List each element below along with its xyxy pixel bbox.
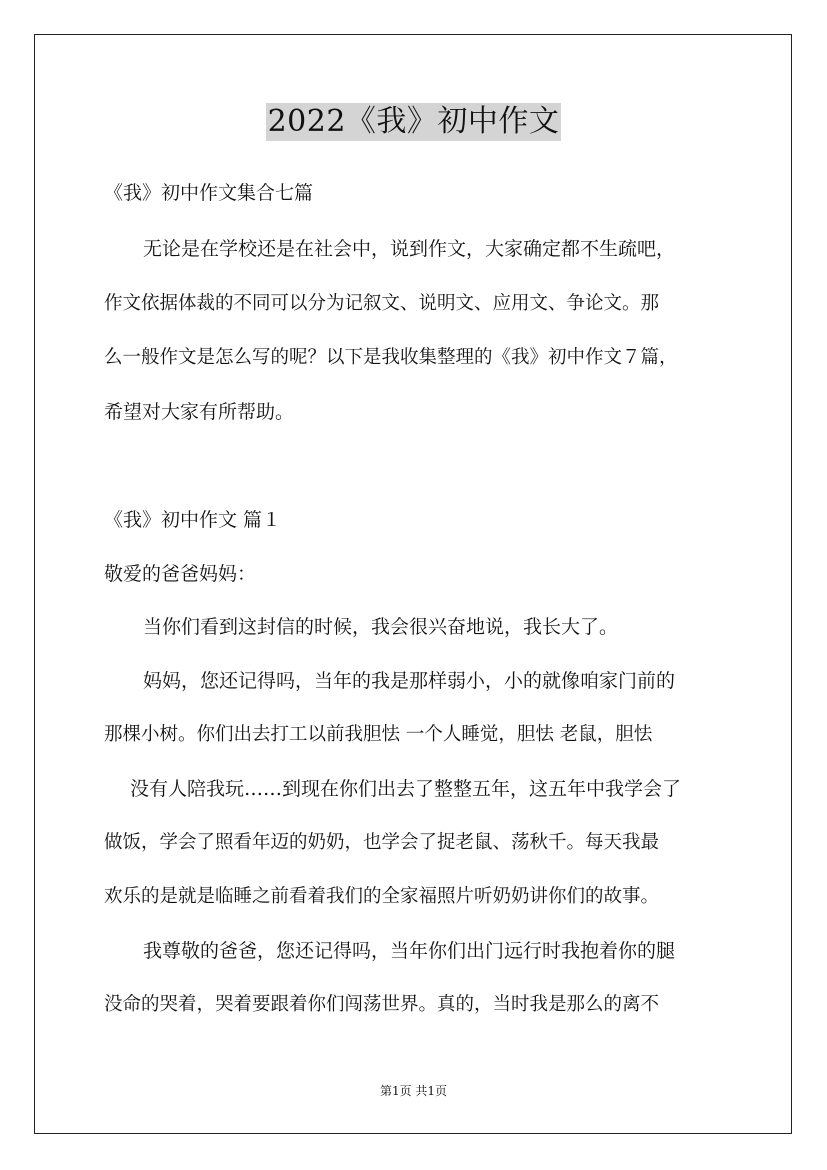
body-line: 做饭，学会了照看年迈的奶奶，也学会了捉老鼠、荡秋千。每天我最 — [104, 832, 660, 853]
body-line: 欢乐的是就是临睡之前看着我们的全家福照片听奶奶讲你们的故事。 — [104, 886, 660, 907]
intro-line: 作文依据体裁的不同可以分为记叙文、说明文、应用文、争论文。那 — [104, 293, 660, 314]
body-line: 妈妈，您还记得吗，当年的我是那样弱小，小的就像咱家门前的 — [143, 670, 676, 692]
intro-line: 无论是在学校还是在社会中，说到作文，大家确定都不生疏吧， — [143, 238, 676, 260]
title-container — [0, 103, 827, 141]
body-line: 我尊敬的爸爸，您还记得吗，当年你们出门远行时我抱着你的腿 — [143, 940, 676, 962]
intro-line: 么一般作文是怎么写的呢？以下是我收集整理的《我》初中作文７篇， — [104, 347, 678, 368]
intro-line: 希望对大家有所帮助。 — [104, 401, 295, 423]
document-title: 2022《我》初中作文 — [267, 104, 560, 139]
section-heading: 《我》初中作文 篇１ — [104, 509, 282, 531]
page-number: 第1页 共1页 — [379, 1084, 448, 1098]
body-line: 那棵小树。你们出去打工以前我胆怯 一个人睡觉，胆怯 老鼠，胆怯 — [104, 724, 653, 745]
body-line: 当你们看到这封信的时候，我会很兴奋地说，我长大了。 — [143, 616, 619, 638]
document-subtitle: 《我》初中作文集合七篇 — [104, 182, 314, 204]
salutation: 敬爱的爸爸妈妈： — [104, 563, 257, 585]
body-line: 没有人陪我玩……到现在你们出去了整整五年，这五年中我学会了 — [130, 778, 682, 800]
body-line: 没命的哭着，哭着要跟着你们闯荡世界。真的，当时我是那么的离不 — [104, 994, 660, 1015]
